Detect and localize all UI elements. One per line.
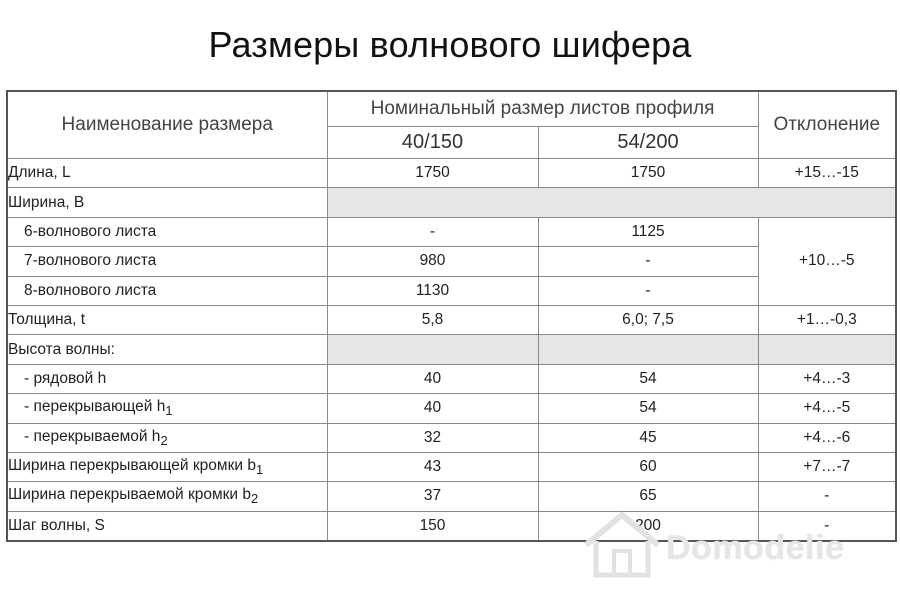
section-filler	[538, 335, 758, 364]
header-deviation: Отклонение	[758, 91, 896, 159]
row-label: Длина, L	[7, 159, 327, 188]
header-size-name: Наименование размера	[7, 91, 327, 159]
header-profile-40-150: 40/150	[327, 127, 538, 159]
value-40-150: 1130	[327, 276, 538, 305]
row-label-subscript: 1	[255, 462, 264, 478]
table-row	[7, 364, 896, 393]
row-label: Толщина, t	[7, 305, 327, 334]
row-label	[7, 452, 327, 481]
row-label	[7, 482, 327, 511]
row-label: 7-волнового листа	[7, 247, 327, 276]
row-label-text: Ширина перекрываемой кромки b	[8, 486, 252, 504]
table-section-row	[7, 335, 896, 364]
table-row	[7, 482, 896, 511]
section-filler	[758, 335, 896, 364]
deviation-value: +4…-6	[758, 423, 896, 452]
deviation-value: +4…-3	[758, 364, 896, 393]
value-40-150: 43	[327, 452, 538, 481]
table-row	[7, 452, 896, 481]
value-40-150: 32	[327, 423, 538, 452]
value-54-200: -	[538, 247, 758, 276]
deviation-value: +15…-15	[758, 159, 896, 188]
value-54-200: 1750	[538, 159, 758, 188]
value-40-150: 980	[327, 247, 538, 276]
header-profile-54-200: 54/200	[538, 127, 758, 159]
value-40-150: 37	[327, 482, 538, 511]
table-section-row	[7, 188, 896, 217]
row-label	[7, 394, 327, 423]
section-filler	[327, 188, 896, 217]
value-40-150: 1750	[327, 159, 538, 188]
section-label: Ширина, В	[7, 188, 327, 217]
watermark-text: Domodelie	[666, 529, 845, 567]
row-label: - рядовой h	[7, 364, 327, 393]
table-row	[7, 423, 896, 452]
value-54-200: 200	[538, 511, 758, 541]
row-label-subscript: 2	[160, 432, 168, 448]
value-54-200: 65	[538, 482, 758, 511]
page-title: Размеры волнового шифера	[208, 24, 692, 65]
value-54-200: 60	[538, 452, 758, 481]
section-label: Высота волны:	[7, 335, 327, 364]
deviation-value: +7…-7	[758, 452, 896, 481]
row-label-text: Ширина перекрывающей кромки b	[8, 457, 256, 475]
slate-dimensions-table	[6, 90, 897, 542]
value-54-200: -	[538, 276, 758, 305]
row-label: Шаг волны, S	[7, 511, 327, 541]
deviation-value: -	[758, 511, 896, 541]
row-label-text: - перекрывающей h	[24, 398, 166, 416]
table-row	[7, 159, 896, 188]
row-label: 8-волнового листа	[7, 276, 327, 305]
value-40-150: 40	[327, 394, 538, 423]
deviation-value-width: +10…-5	[758, 217, 896, 305]
value-54-200: 6,0; 7,5	[538, 305, 758, 334]
table-row	[7, 394, 896, 423]
table-row	[7, 305, 896, 334]
row-label-text: - перекрываемой h	[24, 427, 161, 445]
deviation-value: -	[758, 482, 896, 511]
value-40-150: 40	[327, 364, 538, 393]
header-nominal-size: Номинальный размер листов профиля	[327, 91, 758, 127]
value-54-200: 54	[538, 364, 758, 393]
table-row	[7, 217, 896, 246]
value-54-200: 1125	[538, 217, 758, 246]
row-label: 6-волнового листа	[7, 217, 327, 246]
deviation-value: +4…-5	[758, 394, 896, 423]
value-54-200: 45	[538, 423, 758, 452]
row-label-subscript: 1	[165, 403, 173, 419]
value-40-150: 150	[327, 511, 538, 541]
section-filler	[327, 335, 538, 364]
value-40-150: 5,8	[327, 305, 538, 334]
value-54-200: 54	[538, 394, 758, 423]
deviation-value: +1…-0,3	[758, 305, 896, 334]
row-label	[7, 423, 327, 452]
value-40-150: -	[327, 217, 538, 246]
row-label-subscript: 2	[251, 491, 259, 507]
table-row	[7, 511, 896, 541]
